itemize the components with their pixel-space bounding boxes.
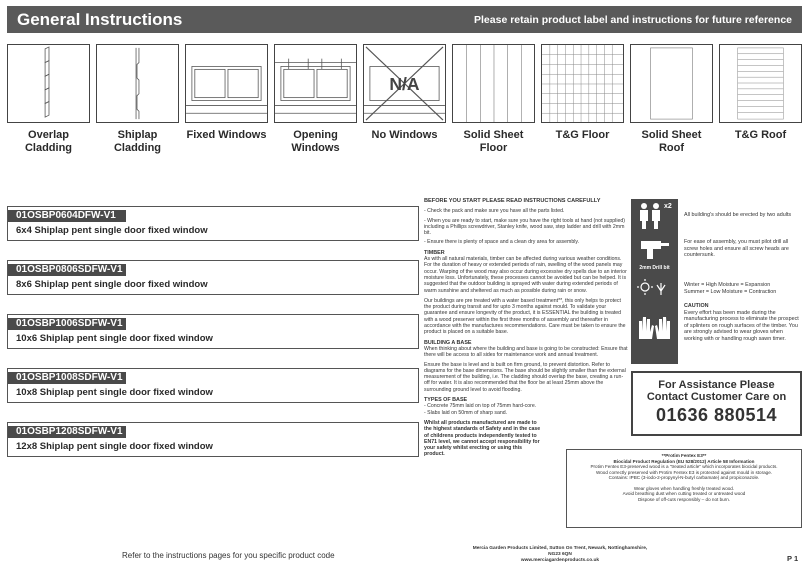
types-line: - Slabs laid on 50mm of sharp sand. [424,409,508,416]
header-notice: Please retain product label and instructions for future reference [474,13,792,26]
types-line: - Concrete 75mm laid on top of 75mm hard-core. [424,403,537,410]
base-title: BUILDING A BASE [424,339,472,346]
panel-label: Solid Sheet Floor [463,129,524,154]
product-desc: 8x6 Shiplap pent single door fixed window [16,279,208,290]
panel-tg-roof [719,44,802,142]
protim-regulation: Biocidal Product Regulation (EU 528/2012) Article 58 Information [613,458,755,464]
weather-info [684,282,802,295]
product-row [7,260,419,295]
intro-line: - Ensure there is plenty of space and a clean dry area for assembly. [424,239,580,246]
people-info: All building's should be erected by two adults [684,212,792,218]
panel-solid-sheet-floor [452,44,535,155]
caution-title: CAUTION [684,303,709,309]
intro-line: - Check the pack and make sure you have all the parts listed. [424,208,565,215]
panel-fixed-windows [185,44,268,142]
product-row [7,206,419,241]
refer-note: Refer to the instructions pages for you specific product code [122,551,335,560]
assist-line2: Contact Customer Care on [646,391,787,403]
instructions-column [424,198,628,461]
drill-info: For ease of assembly, you must pilot drill all screw holes and ensure all screw heads are countersunk. [684,239,789,259]
drill-icon [641,241,669,259]
company-address: Mercia Garden Products Limited, Sutton On Trent, Newark, Nottinghamshire, NG23 6QN [472,546,648,557]
instructions-heading: BEFORE YOU START PLEASE READ INSTRUCTIONS CAREFULLY [424,198,601,204]
protim-line: Wear gloves when handling freshly treated wood. [633,485,735,491]
types-title: TYPES OF BASE [424,397,468,404]
company-footer [470,546,650,564]
opening-windows-icon [274,44,357,123]
panel-label: Shiplap Cladding [113,129,162,154]
product-row [7,314,419,349]
caution-text: Every effort has been made during the manufacturing process to eliminate the prospect of splinters on rough surfaces of the timber. You are strongly advised to wear gloves when working with or handling rough sawn timer. [684,309,799,342]
weather-summer: Summer = Low Moisture = Contraction [684,288,777,295]
product-row [7,368,419,403]
panel-no-windows [363,44,446,142]
na-overlay-text: N/A [389,73,420,94]
info-icons [631,199,678,364]
protim-line: Avoid breathing dust when cutting treated or untreated wood [622,491,746,496]
timber-title: TIMBER [424,249,445,256]
assist-line1: For Assistance Please [658,379,775,391]
shiplap-cladding-icon [96,44,179,123]
base-text: When thinking about where the building and base is going to be constructed: Ensure that there will be access to all sides for maintenance work and annual treatment. [424,345,628,359]
product-desc: 6x4 Shiplap pent single door fixed window [16,225,208,236]
phone-number: 01636 880514 [655,405,778,425]
panel-label: Fixed Windows [186,129,267,141]
panel-label: Solid Sheet Roof [641,129,702,154]
weather-winter: Winter = High Moisture = Expansion [684,282,771,288]
product-desc: 12x8 Shiplap pent single door fixed window [16,441,213,452]
panel-label: Overlap Cladding [24,129,73,154]
product-code: 01OSBP0806SDFW-V1 [8,264,126,276]
product-row [7,422,419,457]
panel-label: T&G Roof [734,129,787,141]
treatment-text: Our buildings are pre treated with a water based treatment**, this only helps to protect the product during transit and for upto 3 months against mould. To validate your guarantee and ensure longevity of the product, it is ESSENTIAL the building is treated with a wood preserver within the first three months of assembly and thereafter in accordance with the manufactures recommendations. Care must be taken to ensure the product is placed on a suitable base. [424,297,626,336]
product-code: 01OSBP1208SDFW-V1 [8,426,126,438]
header-bar [7,6,802,33]
panel-shiplap-cladding [96,44,179,155]
caution-info [684,303,802,343]
safety-text: Whilst all products manufactured are made to the highest standards of Safety and in the case of childrens products independently tested to EN71 level, we cannot accept responsibility for your safety whilst erecting or using this product. [424,419,541,458]
weather-icon [637,279,665,295]
product-code: 01OSBP1008SDFW-V1 [8,372,126,384]
protim-title: **Protim Fentex E3** [661,453,707,458]
solid-sheet-roof-icon [630,44,713,123]
panel-overlap-cladding [7,44,90,155]
x2-label: x2 [664,203,672,210]
panel-label: No Windows [371,129,438,141]
protim-line: Dispose of off-cuts responsibly – do not burn. [637,496,731,502]
two-people-icon [640,203,660,229]
gloves-icon [639,317,670,339]
timber-text: As with all natural materials, timber can be affected during various weather conditions. For the duration of heavy or extended periods of rain, swelling of the wood panels may occur. Warping of the wood may also occur during excessive dry spells due to an interior moisture loss. Unfortunately, these processes cannot be avoided but can be helped. It is suggested that the outdoor building is sprayed with water during extended periods of warm sunshine and sheltered as much as possible during rain or snow. [424,256,627,294]
product-code: 01OSBP0604DFW-V1 [8,210,126,222]
protim-line: Protim Fentex E3-preserved wood is a "treated article" which incorporates biocidal products. [590,464,778,469]
protim-line: Wood correctly preserved with Protim Fentex E3 is protected against mould in storage. [595,469,773,475]
fixed-windows-icon [185,44,268,123]
panel-opening-windows [274,44,357,155]
protim-info-box [566,449,802,528]
protim-line: Contains: IPBC (3-iodo-2-propynyl-N-butyl carbamate) and propiconazole. [608,475,760,480]
panel-tg-floor [541,44,624,142]
product-desc: 10x6 Shiplap pent single door fixed window [16,333,213,344]
base-text: Ensure the base is level and is built on firm ground, to prevent distortion. Refer to diagrams for the base dimensions. The base should be slightly smaller than the external measurement of the building, i.e. The cladding should overlap the base, creating a run-off for water. It is also recommended that the floor be at least 25mm above the surrounding ground level to avoid flooding. [424,361,626,393]
page-number: P 1 [787,554,799,563]
types-section [424,397,628,416]
overlap-cladding-icon [7,44,90,123]
icon-strip [631,199,678,364]
panel-label: Opening Windows [291,129,340,154]
panel-label: T&G Floor [555,129,610,141]
timber-section [424,250,628,294]
base-section [424,340,628,393]
tg-roof-icon [719,44,802,123]
tg-floor-icon [541,44,624,123]
assistance-box [631,371,802,436]
panel-solid-sheet-roof [630,44,713,155]
page-title: General Instructions [17,9,183,29]
treatment-section [424,298,628,336]
no-windows-icon [363,44,446,123]
drill-bit-label: 2mm Drill bit [639,265,670,271]
product-desc: 10x8 Shiplap pent single door fixed window [16,387,213,398]
intro-line: - When you are ready to start, make sure you have the right tools at hand (not supplied) including a Phillips screwdriver, Stanley knife, wood saw, step ladder and drill with 2mm bit. [424,217,625,237]
product-code: 01OSBP1006SDFW-V1 [8,318,126,330]
company-website: www.merciagardenproducts.co.uk [520,558,600,563]
panel-types-row [7,44,802,159]
intro-section [424,208,628,245]
solid-sheet-floor-icon [452,44,535,123]
